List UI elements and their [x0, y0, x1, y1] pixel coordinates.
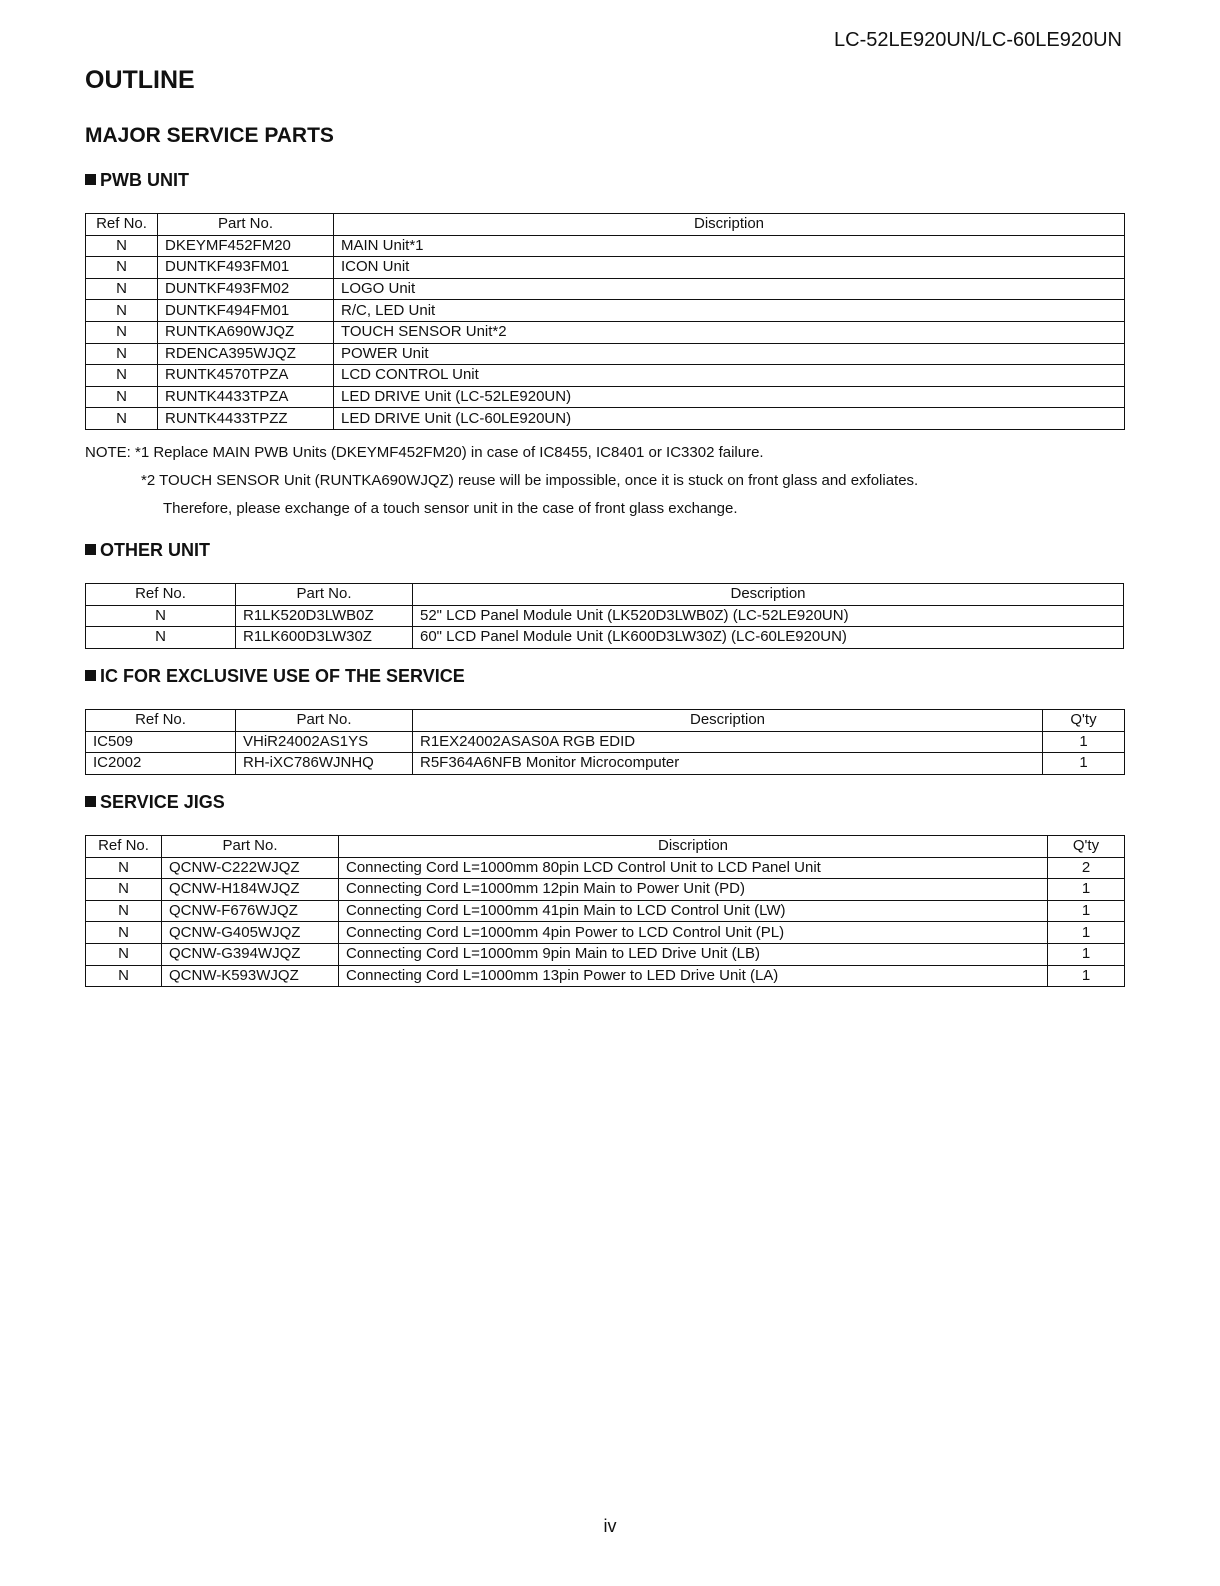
table-cell: QCNW-F676WJQZ: [162, 900, 339, 922]
col-part-no: Part No.: [158, 214, 334, 236]
table-cell: N: [86, 365, 158, 387]
ic-table-body: [86, 731, 1125, 774]
table-cell: IC2002: [86, 753, 236, 775]
table-row: [86, 365, 1125, 387]
table-cell: QCNW-K593WJQZ: [162, 965, 339, 987]
table-cell: 2: [1048, 857, 1125, 879]
table-cell: 1: [1048, 900, 1125, 922]
table-cell: RUNTK4570TPZA: [158, 365, 334, 387]
table-cell: LCD CONTROL Unit: [334, 365, 1125, 387]
bullet-square-icon: [85, 544, 96, 555]
table-cell: 60" LCD Panel Module Unit (LK600D3LW30Z) (LC-60LE920UN): [413, 627, 1124, 649]
table-cell: LED DRIVE Unit (LC-60LE920UN): [334, 408, 1125, 430]
table-cell: DKEYMF452FM20: [158, 235, 334, 257]
table-cell: QCNW-H184WJQZ: [162, 879, 339, 901]
table-cell: N: [86, 900, 162, 922]
table-row: [86, 627, 1124, 649]
table-cell: N: [86, 235, 158, 257]
table-row: [86, 965, 1125, 987]
jigs-table-body: [86, 857, 1125, 987]
table-cell: ICON Unit: [334, 257, 1125, 279]
table-row: [86, 386, 1125, 408]
table-cell: DUNTKF494FM01: [158, 300, 334, 322]
table-row: [86, 922, 1125, 944]
table-cell: N: [86, 879, 162, 901]
table-cell: QCNW-G405WJQZ: [162, 922, 339, 944]
table-row: [86, 943, 1125, 965]
table-cell: R5F364A6NFB Monitor Microcomputer: [413, 753, 1043, 775]
service-jigs-table: [85, 835, 1125, 987]
other-unit-heading: OTHER UNIT: [85, 540, 210, 561]
pwb-unit-heading: PWB UNIT: [85, 170, 189, 191]
service-jigs-heading: SERVICE JIGS: [85, 792, 225, 813]
table-cell: VHiR24002AS1YS: [236, 731, 413, 753]
pwb-unit-table: [85, 213, 1125, 430]
table-cell: 52" LCD Panel Module Unit (LK520D3LWB0Z) (LC-52LE920UN): [413, 605, 1124, 627]
table-cell: N: [86, 857, 162, 879]
table-row: [86, 257, 1125, 279]
ic-heading: IC FOR EXCLUSIVE USE OF THE SERVICE: [85, 666, 465, 687]
table-cell: N: [86, 408, 158, 430]
table-header-row: [86, 836, 1125, 858]
table-cell: 1: [1048, 922, 1125, 944]
table-cell: QCNW-C222WJQZ: [162, 857, 339, 879]
table-cell: N: [86, 922, 162, 944]
table-header-row: [86, 584, 1124, 606]
table-cell: QCNW-G394WJQZ: [162, 943, 339, 965]
table-cell: RUNTK4433TPZA: [158, 386, 334, 408]
table-cell: 1: [1048, 943, 1125, 965]
table-row: [86, 879, 1125, 901]
table-cell: N: [86, 943, 162, 965]
note-2: *2 TOUCH SENSOR Unit (RUNTKA690WJQZ) reuse will be impossible, once it is stuck on front glass and exfoliates.: [141, 472, 919, 489]
table-row: [86, 235, 1125, 257]
table-row: [86, 731, 1125, 753]
table-cell: POWER Unit: [334, 343, 1125, 365]
col-ref-no: Ref No.: [86, 836, 162, 858]
table-cell: R1EX24002ASAS0A RGB EDID: [413, 731, 1043, 753]
table-cell: TOUCH SENSOR Unit*2: [334, 321, 1125, 343]
page-number: iv: [603, 1516, 617, 1536]
table-row: [86, 278, 1125, 300]
col-description: Discription: [334, 214, 1125, 236]
model-number-header: LC-52LE920UN/LC-60LE920UN: [834, 29, 1122, 51]
table-cell: DUNTKF493FM02: [158, 278, 334, 300]
table-cell: 1: [1048, 965, 1125, 987]
table-cell: Connecting Cord L=1000mm 41pin Main to LCD Control Unit (LW): [339, 900, 1048, 922]
table-cell: Connecting Cord L=1000mm 12pin Main to Power Unit (PD): [339, 879, 1048, 901]
table-cell: Connecting Cord L=1000mm 80pin LCD Control Unit to LCD Panel Unit: [339, 857, 1048, 879]
table-cell: Connecting Cord L=1000mm 4pin Power to LCD Control Unit (PL): [339, 922, 1048, 944]
table-row: [86, 321, 1125, 343]
table-row: [86, 300, 1125, 322]
ic-table: [85, 709, 1125, 775]
table-cell: R/C, LED Unit: [334, 300, 1125, 322]
table-cell: MAIN Unit*1: [334, 235, 1125, 257]
table-cell: RH-iXC786WJNHQ: [236, 753, 413, 775]
table-cell: N: [86, 300, 158, 322]
table-cell: N: [86, 605, 236, 627]
col-ref-no: Ref No.: [86, 584, 236, 606]
col-ref-no: Ref No.: [86, 710, 236, 732]
note-1: NOTE: *1 Replace MAIN PWB Units (DKEYMF452FM20) in case of IC8455, IC8401 or IC3302 failure.: [85, 444, 764, 461]
table-cell: Connecting Cord L=1000mm 13pin Power to LED Drive Unit (LA): [339, 965, 1048, 987]
table-cell: LED DRIVE Unit (LC-52LE920UN): [334, 386, 1125, 408]
table-row: [86, 408, 1125, 430]
col-description: Description: [413, 710, 1043, 732]
table-header-row: [86, 710, 1125, 732]
col-part-no: Part No.: [162, 836, 339, 858]
pwb-table-body: [86, 235, 1125, 429]
table-row: [86, 753, 1125, 775]
table-header-row: [86, 214, 1125, 236]
table-cell: RDENCA395WJQZ: [158, 343, 334, 365]
table-cell: R1LK600D3LW30Z: [236, 627, 413, 649]
table-cell: N: [86, 321, 158, 343]
table-cell: RUNTK4433TPZZ: [158, 408, 334, 430]
table-cell: LOGO Unit: [334, 278, 1125, 300]
table-row: [86, 605, 1124, 627]
table-cell: R1LK520D3LWB0Z: [236, 605, 413, 627]
col-ref-no: Ref No.: [86, 214, 158, 236]
col-description: Description: [413, 584, 1124, 606]
table-cell: 1: [1048, 879, 1125, 901]
table-cell: 1: [1043, 731, 1125, 753]
table-cell: IC509: [86, 731, 236, 753]
table-cell: 1: [1043, 753, 1125, 775]
table-cell: RUNTKA690WJQZ: [158, 321, 334, 343]
table-cell: N: [86, 257, 158, 279]
bullet-square-icon: [85, 174, 96, 185]
other-table-body: [86, 605, 1124, 648]
other-unit-table: [85, 583, 1124, 649]
page-title: OUTLINE: [85, 66, 195, 94]
table-cell: N: [86, 627, 236, 649]
bullet-square-icon: [85, 670, 96, 681]
col-part-no: Part No.: [236, 584, 413, 606]
section-title: MAJOR SERVICE PARTS: [85, 124, 334, 147]
note-3: Therefore, please exchange of a touch sensor unit in the case of front glass exchange.: [163, 500, 738, 517]
table-row: [86, 900, 1125, 922]
col-part-no: Part No.: [236, 710, 413, 732]
table-row: [86, 343, 1125, 365]
table-cell: N: [86, 965, 162, 987]
bullet-square-icon: [85, 796, 96, 807]
table-row: [86, 857, 1125, 879]
col-qty: Q'ty: [1043, 710, 1125, 732]
table-cell: N: [86, 343, 158, 365]
col-description: Discription: [339, 836, 1048, 858]
table-cell: N: [86, 278, 158, 300]
table-cell: Connecting Cord L=1000mm 9pin Main to LED Drive Unit (LB): [339, 943, 1048, 965]
col-qty: Q'ty: [1048, 836, 1125, 858]
table-cell: N: [86, 386, 158, 408]
table-cell: DUNTKF493FM01: [158, 257, 334, 279]
